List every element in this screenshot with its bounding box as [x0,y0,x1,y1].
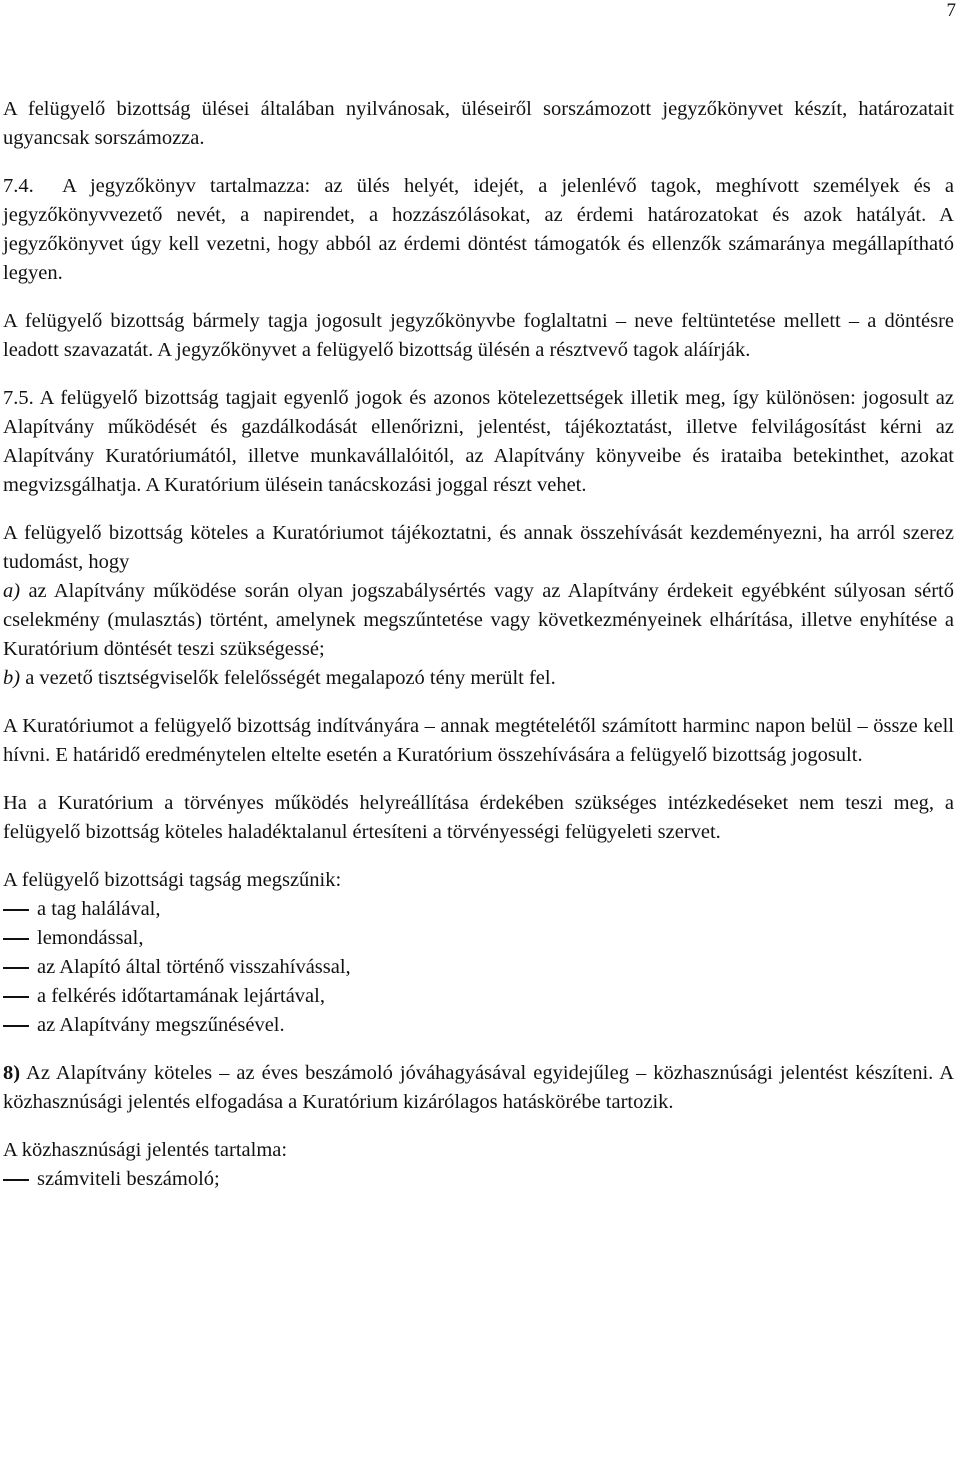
item-a [3,577,954,664]
paragraph-8 [3,1059,954,1117]
paragraph-text: Az Alapítvány köteles – az éves beszámoló jóváhagyásával egyidejűleg – közhasznúsági jelentést készíteni. A közhasznúsági jelentés elfogadása a Kuratórium kizárólagos hatáskörébe tartozik. [3,1062,954,1113]
paragraph-supervision: Ha a Kuratórium a törvényes működés helyreállítása érdekében szükséges intézkedéseket nem teszi meg, a felügyelő bizottság köteles haladéktalanul értesíteni a törvényességi felügyeleti szervet. [3,792,954,843]
paragraph-7-5 [3,384,954,500]
list-item: lemondással, [37,927,144,949]
termination-list [3,895,954,1040]
report-contents [3,1136,954,1194]
list-item: számviteli beszámoló; [37,1168,220,1190]
paragraph-7-4 [3,172,954,288]
paragraph-intro: A felügyelő bizottság köteles a Kuratóriumot tájékoztatni, és annak összehívását kezdeményezni, ha arról szerez tudomást, hogy [3,522,954,573]
list-intro: A felügyelő bizottsági tagság megszűnik: [3,869,342,891]
section-number: 8) [3,1062,21,1084]
item-text: az Alapítvány működése során olyan jogszabálysértés vagy az Alapítvány érdekeit egyébként súlyosan sértő cselekmény (mulasztás) történt, amelynek megszűntetése vagy következményeinek elhárítása, illetve enyhítése a Kuratórium döntését teszi szükségessé; [3,580,955,660]
document-body [3,95,954,1213]
list-item: a tag halálával, [37,898,161,920]
item-b [3,664,954,693]
page-number: 7 [946,0,956,21]
list-intro: A közhasznúsági jelentés tartalma: [3,1139,288,1161]
paragraph-voting-record: A felügyelő bizottság bármely tagja jogosult jegyzőkönyvbe foglaltatni – neve feltüntetése mellett – a döntésre leadott szavazatát. A jegyzőkönyvet a felügyelő bizottság ülésén a résztvevő tagok aláírják. [3,310,954,361]
report-contents-list [3,1165,954,1194]
paragraph-meetings: A felügyelő bizottság ülései általában nyilvánosak, üléseiről sorszámozott jegyzőkönyvet készít, határozatait ugyancsak sorszámozza. [3,98,954,149]
item-letter: b) [3,667,21,689]
paragraph-obligations [3,519,954,693]
paragraph-text: A jegyzőkönyv tartalmazza: az ülés helyét, idejét, a jelenlévő tagok, meghívott személyek és a jegyzőkönyvvezető nevét, a napirendet, a hozzászólásokat, az érdemi határozatokat és azok hatályát. A jegyzőkönyvet úgy kell vezetni, hogy abból az érdemi döntést támogatók és ellenzők számaránya megállapítható legyen. [3,175,955,284]
list-item: az Alapító által történő visszahívással, [37,956,351,978]
paragraph-text: A felügyelő bizottság tagjait egyenlő jogok és azonos kötelezettségek illetik meg, így különösen: jogosult az Alapítvány működését és gazdálkodását ellenőrizni, jelentést, tájékoztatást, illetve felvilágosítást kérni az Alapítvány Kuratóriumától, illetve munkavállalóitól, az Alapítvány könyveibe és irataiba betekinthet, azokat megvizsgálhatja. A Kuratórium ülésein tanácskozási joggal részt vehet. [3,387,955,496]
section-number: 7.5. [3,387,34,409]
item-text: a vezető tisztségviselők felelősségét megalapozó tény merült fel. [25,667,556,689]
section-number: 7.4. [3,175,34,197]
list-item: a felkérés időtartamának lejártával, [37,985,325,1007]
membership-termination [3,866,954,1040]
item-letter: a) [3,580,21,602]
paragraph-convening: A Kuratóriumot a felügyelő bizottság indítványára – annak megtételétől számított harminc napon belül – össze kell hívni. E határidő eredménytelen eltelte esetén a Kuratórium összehívására a felügyelő bizottság jogosult. [3,715,954,766]
list-item: az Alapítvány megszűnésével. [37,1014,285,1036]
